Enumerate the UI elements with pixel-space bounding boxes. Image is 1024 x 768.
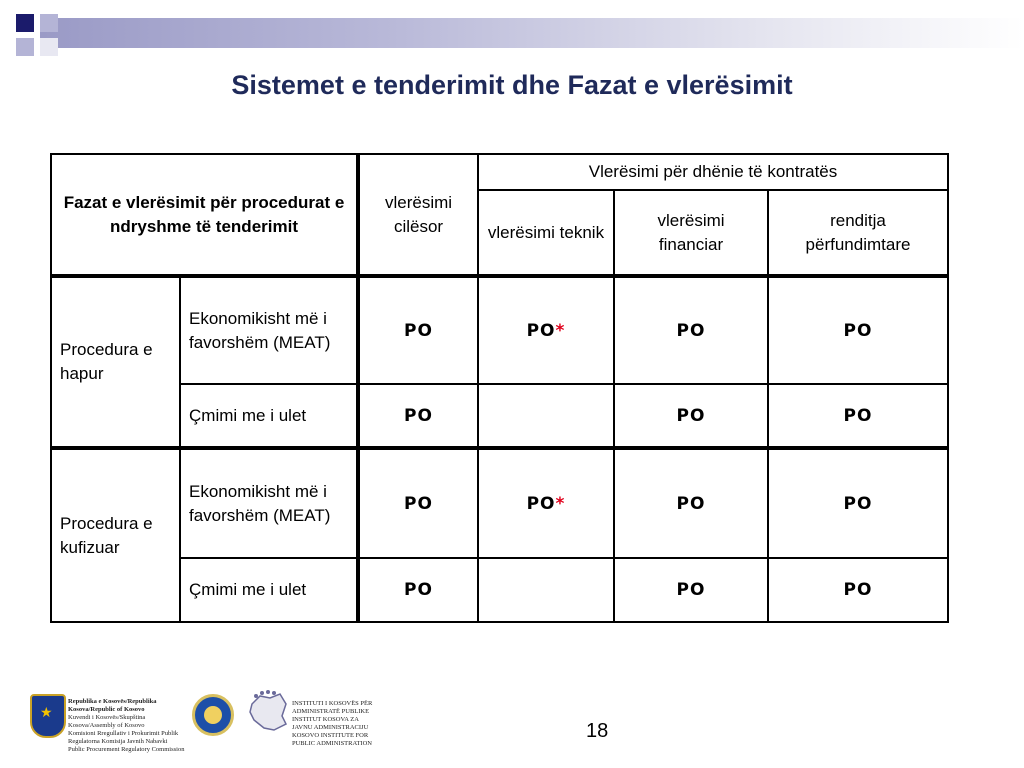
cell-financial: PO xyxy=(614,448,768,558)
header-qualitative: vlerësimi cilësor xyxy=(358,154,478,276)
institution-seal-logo xyxy=(192,694,234,736)
cell-qualitative: PO xyxy=(358,558,478,622)
decor-square xyxy=(40,14,58,32)
cell-final: PO xyxy=(768,558,948,622)
kosovo-emblem-logo xyxy=(30,694,66,738)
cell-final: PO xyxy=(768,448,948,558)
logo-text-line: Regulatorna Komisija Javnih Nabavki xyxy=(68,738,168,745)
header-technical: vlerësimi teknik xyxy=(478,190,614,276)
logo-text-line: Public Procurement Regulatory Commission xyxy=(68,746,185,753)
cell-technical xyxy=(478,384,614,448)
cell-qualitative: PO xyxy=(358,384,478,448)
cell-qualitative: PO xyxy=(358,448,478,558)
header-financial: vlerësimi financiar xyxy=(614,190,768,276)
decor-square xyxy=(40,38,58,56)
evaluation-table xyxy=(50,153,949,623)
cell-final: PO xyxy=(768,276,948,384)
ppr-commission-logo-text xyxy=(68,698,186,754)
cell-final: PO xyxy=(768,384,948,448)
cell-technical xyxy=(478,448,614,558)
header-gradient-bar xyxy=(40,18,1024,48)
kipa-logo-text xyxy=(292,700,376,748)
slide-title: Sistemet e tenderimit dhe Fazat e vlerësimit xyxy=(231,70,793,100)
procedure-label: Procedura e kufizuar xyxy=(51,448,180,622)
cell-technical xyxy=(478,276,614,384)
criterion-label: Çmimi me i ulet xyxy=(180,558,358,622)
asterisk-mark: * xyxy=(555,493,566,514)
logo-text-line: Komisioni Rregullativ i Prokurimit Publik xyxy=(68,730,179,737)
header-award-group: Vlerësimi për dhënie të kontratës xyxy=(478,154,948,190)
star-icon: ★ xyxy=(40,704,53,720)
asterisk-mark: * xyxy=(555,320,566,341)
cell-qualitative: PO xyxy=(358,276,478,384)
decor-square xyxy=(16,38,34,56)
logo-text-line: Republika e Kosovës/Republika Kosova/Republic of Kosovo xyxy=(68,698,157,713)
logo-text-line: KOSOVO INSTITUTE FOR PUBLIC ADMINISTRATION xyxy=(292,732,372,747)
page-number: 18 xyxy=(586,720,609,742)
kosovo-map-logo xyxy=(246,690,290,734)
cell-technical-value: PO xyxy=(526,493,556,514)
logo-text-line: INSTITUT KOSOVA ZA JAVNU ADMINISTRACIJU xyxy=(292,716,369,731)
cell-financial: PO xyxy=(614,558,768,622)
logo-text-line: INSTITUTI I KOSOVËS PËR ADMINISTRATË PUBLIKE xyxy=(292,700,373,715)
header-final-ranking: renditja përfundimtare xyxy=(768,190,948,276)
logo-text-line: Kuvendi i Kosovës/Skupština Kosova/Assembly of Kosovo xyxy=(68,714,146,729)
cell-technical-value: PO xyxy=(526,320,556,341)
cell-technical xyxy=(478,558,614,622)
cell-financial: PO xyxy=(614,276,768,384)
cell-financial: PO xyxy=(614,384,768,448)
decor-square xyxy=(16,14,34,32)
criterion-label: Ekonomikisht më i favorshëm (MEAT) xyxy=(180,276,358,384)
procedure-label: Procedura e hapur xyxy=(51,276,180,448)
criterion-label: Ekonomikisht më i favorshëm (MEAT) xyxy=(180,448,358,558)
header-phases: Fazat e vlerësimit për procedurat e ndryshme të tenderimit xyxy=(51,154,358,276)
criterion-label: Çmimi me i ulet xyxy=(180,384,358,448)
